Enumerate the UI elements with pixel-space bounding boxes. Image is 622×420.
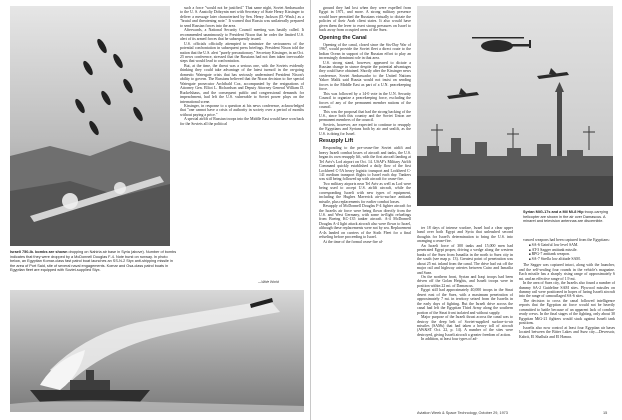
caption-lead: Syrian MiG-17s and a Mil Mi-8 Hip [523, 210, 584, 214]
paragraph: In the area of Suez city, the Israelis also found a number of dummy SA-2 Guideline SAM sites. Plywood missiles on dummy rail were positioned in hopes of luring Israeli aircraft into the range of camouflaged SA-6 sites. [519, 281, 615, 299]
paragraph: Egypt still had approximately 40,000 troops in the Sinai desert east of the Suez, with a maximum penetration of approximately 7 mi. in territory seized from the Israelis in the early days of fighting. But the Israeli drive across the canal had left the Egyptian Third Army along the southern portion of the Sinai front isolated and without supply. [417, 288, 513, 315]
bombing-photo-image [10, 6, 170, 246]
damascus-photo-caption [523, 210, 615, 224]
paragraph: U.S. strong stand, however, appeared to dictate a Russian change in stance despite the potential advantages they could have obtained. Shortly after the Kissinger news conference, Soviet Ambassador to the United Nations Yakov Malik said Russia would not insist on sending forces to the Middle East as part of a U.N. peacekeeping force. [319, 60, 411, 92]
left-column-a [180, 6, 304, 246]
list-item: ■ SA-6 Gainful low level SAM. [529, 243, 615, 247]
captured-weapons-list [519, 243, 615, 261]
list-item: ■ RPG-7 antitank weapon. [529, 252, 615, 256]
section-heading: Opening the Canal [319, 34, 367, 41]
paragraph: Resupply of McDonnell Douglas F-4 fighter aircraft for the Israelis air force were being flown directly from the U.S. and West Germany, with some in-flight refuelings from Boeing KC-135 tanker aircraft. A-4 McDonnell Douglas A-4 light attack aircraft also were flown to Israel, although these replacements were not by sea. Replacement A-4s landed on carriers of the Sixth Fleet for a final refueling before proceeding to Israel. [319, 204, 411, 240]
list-item: ■ SA-7 Strella low altitude SAM. [529, 257, 615, 261]
damascus-photo [417, 6, 613, 206]
paragraph: This was the proposal that had the strong backing of the U.S., since both this country and the Soviet Union are permanent members of the council. [319, 109, 411, 123]
paragraph: This was followed by a 14-0 vote in the U.N. Security Council to organize a peacekeeping force, excluding the forces of any of the permanent member nations of the council. [319, 91, 411, 110]
paragraph: such a force "would not be justified." That same night, Soviet Ambassador to the U. S. Anatoliy Dobrynin met with Secretary of State Henry Kissinger to deliver a message later characterized by Sen. Henry Jackson (D.-Wash.) as a "brutal and threatening note." It warned that Russia was unilaterally prepared to send Russian forces into the area. [180, 6, 304, 28]
damascus-photo-image [417, 6, 613, 206]
paragraph: Opening of the canal, closed since the Six-Day War of 1967, would provide the Soviet fleet a direct route to the Indian Ocean in support of the Russian effort to play an increasingly dominant role in that area. [319, 42, 411, 61]
paragraph: In addition, at least four types of ad- [421, 337, 478, 342]
right-page [311, 0, 622, 420]
right-column-b [417, 226, 513, 406]
caption-text: dropping on Nahiria air base in Syria (above). Number of bombs indicates that they were dropped by a McDonnell Douglas F-4. Note burst on runway. In photo below, an Egyptian Komar-class fast patrol boat launches an SS-N-2 Styx anti-shipping missile in the area of Port Said, site of several naval engagements. Komar and Osa-class patrol boats in Egyptian fleet are equipped with Soviet-supplied Styx. [10, 250, 177, 272]
paragraph: At the time of the formal cease-fire al- [323, 239, 383, 244]
paragraph: Kissinger, in response to a question at his news conference, acknowledged that "one cannot have a crisis of authority in society over a period of months without paying a price." [180, 103, 304, 117]
page-number: 15 [603, 411, 608, 415]
caption-text: troop-carrying helicopter are shown in the air over Damascus. A minaret and television antennas are discernible. [523, 210, 609, 223]
paragraph: Responding to the pre-cease-fire Soviet airlift and heavy Israeli combat losses of aircraft and tanks, the U.S. began its own resupply lift, with the first aircraft landing at Tel Aviv's Lod airport on Oct. 14. USAF's Military Airlift Command quickly established a daily flow of the first Lockheed C-5A heavy logistic transport and Lockheed C-141 medium transport flights to Israel each day. Tankers was still being followed up with aircraft for cease-fire. [319, 146, 411, 182]
bombing-photo [10, 6, 170, 246]
paragraph: An Israeli force of 300 tanks and 15,000 men had penetrated Egypt proper, driving a wedge along the western banks of the Suez from Ismailia in the north to Suez city in the south (see map p. 13). Greatest point of penetration was about 25 mi. inland from the canal. The drive had cut off the major rail and highway arteries between Cairo and Ismailia and Suez. [417, 243, 513, 275]
caption-lead: Israeli 750-lb. bombs are shown [10, 250, 68, 254]
right-column-a [319, 6, 411, 408]
page-footer: Aviation Week & Space Technology, October 29, 1973 [417, 411, 508, 415]
paragraph: But, at the time, the threat was a serious one, with the Soviets evidently thinking they could take advantage of the latest turmoil in the on-going domestic Watergate crisis that has seriously undermined President Nixon's ability to govern. The Russians believed that the Nixon decision to fire special Watergate prosecutor Archibald Cox, accompanied by the resignations of Attorney Gen. Elliot L. Richardson and Deputy Attorney General William D. Ruckelshaus, and the consequent public and congressional demands for impeachment, had left the U.S. vulnerable to Soviet power plays on the international scene. [180, 63, 304, 104]
paragraph: Afterwards, a National Security Council meeting was hastily called. It recommended unanimously to President Nixon that he order the limited U.S. alert of its armed forces that he subsequently issued. [180, 28, 304, 42]
bombing-photo-caption [10, 250, 178, 273]
paragraph: Soviets, however, are expected to continue to resupply the Egyptians and Syrians both by air and sealift, as the U.S. is doing for Israel. [319, 122, 411, 136]
section-heading: Resupply Lift [319, 138, 354, 145]
paragraph: Israelis also now control at least four Egyptian air bases located between the Bitter Lakes and Suez city—Deversoir, Kabrit, El Shallufa and El Hamra. [519, 325, 615, 339]
paragraph: vanced weapons had been captured from the Egyptians: [523, 238, 610, 242]
missile-boat-photo [10, 290, 304, 412]
paragraph: The Sagger was captured intact, along with the launcher, and the self-sealing four rounds in the vehicle's magazine. Each missile has a sharply rising range of approximately 6 mi. and an effective range of 1.9 mi. [519, 263, 615, 281]
missile-boat-photo-image [10, 290, 304, 412]
paragraph: A special airlift of Russian troops into the Middle East would have won back for the Soviets all the political [180, 117, 304, 126]
list-item: ■ AT-3 Sagger antitank missile. [529, 248, 615, 252]
paragraph: Major purpose of the Israeli thrust across the canal was to destroy the deep belt of Soviet-supplied surface-to-air missiles (SAMs) that had taken a heavy toll of aircraft (AW&ST Oct. 22, p. 14). A number of the sites were destroyed, giving Israeli aircraft a greater freedom of action. [417, 315, 513, 337]
paragraph: ter 18 days of intense warfare, Israel had a clear upper hand over both Egypt and Syria that unleashed second thoughts for Israel's determination to bring the U.S. into arranging a cease-fire. [417, 226, 513, 244]
paragraph: U.S. officials officially attempted to minimize the seriousness of the potential confrontation in subsequent press briefings. President Nixon told the nation that the U.S. alert "purely precautionary." Secretary Kissinger, in an Oct. 25 news conference, stressed that the Russians had not then taken irrevocable steps that would lead to confrontation. [180, 41, 304, 64]
paragraph: ground they had lost when they were expelled from Egypt in 1971, and more. A strong military presence would have permitted the Russians virtually to dictate the policies of their Arab client states. It also would have given them the lever to exert strong pressures on Israel to back away from occupied areas of the Suez. [319, 6, 411, 33]
photo-credit: —Wide World [258, 280, 279, 284]
right-column-c [519, 238, 615, 406]
paragraph: The decision to cross the canal followed intelligence reports that the Egyptian air force would not be heavily committed to battle because of an apparent lack of combat-ready crews. In the final stages of the fighting, only about 30 Egyptian MiG-21 fighters would stack against Israeli tank positions. [519, 298, 615, 326]
paragraph: On the northern front, Syrian and Iraqi troops had been driven off the Golan Heights, and Israeli troops were in position within 22 mi. of Damascus. [417, 274, 513, 288]
paragraph: Two military airports near Tel Aviv as well as Lod were being used to accept U.S. airlift aircraft, while the corresponding Israeli with new types of equipment, including the Hughes Maverick air-to-surface antitank missile, plus replacements for earlier combat losses. [319, 181, 411, 204]
